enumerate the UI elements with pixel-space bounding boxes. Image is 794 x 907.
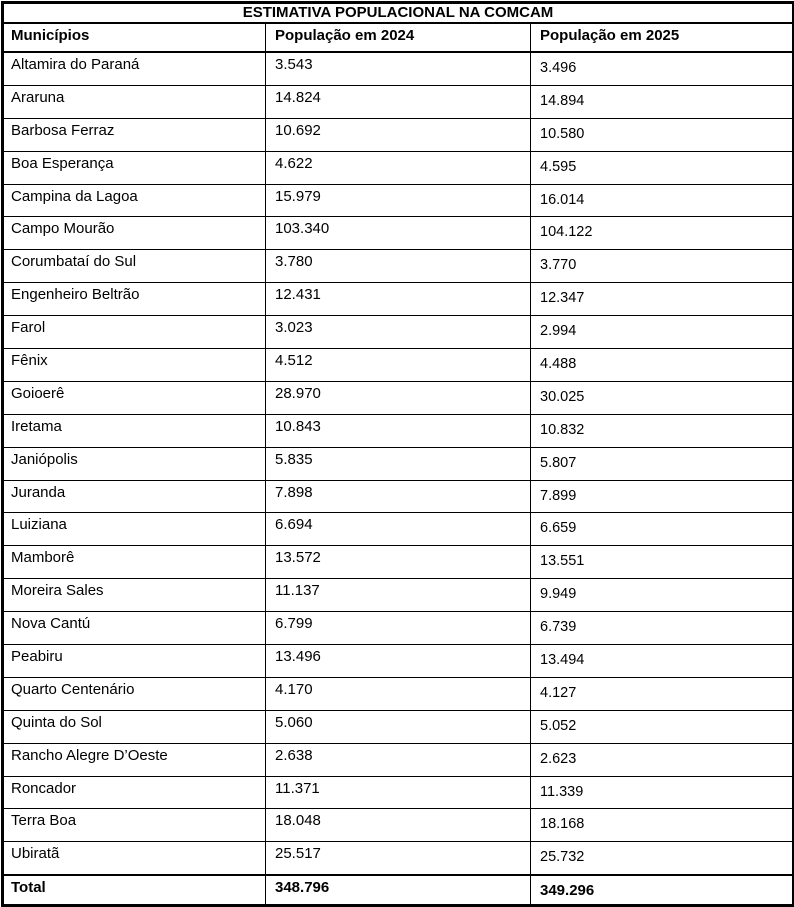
table-row	[3, 217, 794, 250]
pop-2025-cell: 11.339	[531, 776, 794, 809]
municipality-cell: Fênix	[3, 349, 266, 382]
table-row	[3, 842, 794, 875]
pop-2024-cell: 15.979	[266, 184, 531, 217]
municipality-cell: Engenheiro Beltrão	[3, 283, 266, 316]
pop-2025-cell: 3.770	[531, 250, 794, 283]
municipality-cell: Boa Esperança	[3, 151, 266, 184]
pop-2024-cell: 10.843	[266, 414, 531, 447]
table-title-row	[3, 3, 794, 24]
column-header-municipios: Municípios	[3, 23, 266, 52]
total-label: Total	[3, 875, 266, 906]
municipality-cell: Juranda	[3, 480, 266, 513]
pop-2025-cell: 16.014	[531, 184, 794, 217]
pop-2025-cell: 10.580	[531, 118, 794, 151]
total-pop-2025: 349.296	[531, 875, 794, 906]
table-row	[3, 283, 794, 316]
table-row	[3, 414, 794, 447]
table-row	[3, 118, 794, 151]
municipality-cell: Iretama	[3, 414, 266, 447]
municipality-cell: Campina da Lagoa	[3, 184, 266, 217]
table-row	[3, 546, 794, 579]
municipality-cell: Mamborê	[3, 546, 266, 579]
table-row	[3, 710, 794, 743]
table-row	[3, 480, 794, 513]
pop-2025-cell: 30.025	[531, 381, 794, 414]
table-row	[3, 645, 794, 678]
municipality-cell: Roncador	[3, 776, 266, 809]
municipality-cell: Luiziana	[3, 513, 266, 546]
pop-2024-cell: 3.023	[266, 316, 531, 349]
total-row	[3, 875, 794, 906]
municipality-cell: Farol	[3, 316, 266, 349]
total-pop-2024: 348.796	[266, 875, 531, 906]
pop-2025-cell: 9.949	[531, 579, 794, 612]
table-row	[3, 447, 794, 480]
pop-2025-cell: 13.494	[531, 645, 794, 678]
pop-2025-cell: 14.894	[531, 85, 794, 118]
table-row	[3, 381, 794, 414]
pop-2024-cell: 18.048	[266, 809, 531, 842]
table-row	[3, 52, 794, 85]
table-row	[3, 612, 794, 645]
pop-2025-cell: 7.899	[531, 480, 794, 513]
pop-2025-cell: 10.832	[531, 414, 794, 447]
pop-2024-cell: 4.170	[266, 677, 531, 710]
pop-2024-cell: 11.371	[266, 776, 531, 809]
pop-2024-cell: 14.824	[266, 85, 531, 118]
pop-2025-cell: 6.739	[531, 612, 794, 645]
municipality-cell: Araruna	[3, 85, 266, 118]
pop-2024-cell: 13.496	[266, 645, 531, 678]
pop-2024-cell: 2.638	[266, 743, 531, 776]
pop-2025-cell: 2.994	[531, 316, 794, 349]
pop-2024-cell: 4.512	[266, 349, 531, 382]
table-row	[3, 250, 794, 283]
pop-2024-cell: 11.137	[266, 579, 531, 612]
municipality-cell: Janiópolis	[3, 447, 266, 480]
column-header-populacao-2024: População em 2024	[266, 23, 531, 52]
pop-2025-cell: 4.127	[531, 677, 794, 710]
table-row	[3, 677, 794, 710]
pop-2024-cell: 7.898	[266, 480, 531, 513]
municipality-cell: Terra Boa	[3, 809, 266, 842]
municipality-cell: Moreira Sales	[3, 579, 266, 612]
table-row	[3, 579, 794, 612]
table-row	[3, 184, 794, 217]
municipality-cell: Nova Cantú	[3, 612, 266, 645]
pop-2024-cell: 10.692	[266, 118, 531, 151]
pop-2024-cell: 6.694	[266, 513, 531, 546]
table-row	[3, 151, 794, 184]
municipality-cell: Barbosa Ferraz	[3, 118, 266, 151]
municipality-cell: Altamira do Paraná	[3, 52, 266, 85]
pop-2024-cell: 12.431	[266, 283, 531, 316]
pop-2025-cell: 2.623	[531, 743, 794, 776]
pop-2025-cell: 25.732	[531, 842, 794, 875]
pop-2024-cell: 103.340	[266, 217, 531, 250]
pop-2024-cell: 5.835	[266, 447, 531, 480]
population-table	[1, 1, 794, 907]
table-row	[3, 513, 794, 546]
table-row	[3, 85, 794, 118]
municipality-cell: Quarto Centenário	[3, 677, 266, 710]
pop-2024-cell: 6.799	[266, 612, 531, 645]
column-header-populacao-2025: População em 2025	[531, 23, 794, 52]
municipality-cell: Peabiru	[3, 645, 266, 678]
table-row	[3, 743, 794, 776]
municipality-cell: Rancho Alegre D’Oeste	[3, 743, 266, 776]
municipality-cell: Ubiratã	[3, 842, 266, 875]
pop-2025-cell: 4.488	[531, 349, 794, 382]
pop-2025-cell: 104.122	[531, 217, 794, 250]
pop-2024-cell: 5.060	[266, 710, 531, 743]
table-header-row	[3, 23, 794, 52]
pop-2025-cell: 5.807	[531, 447, 794, 480]
municipality-cell: Quinta do Sol	[3, 710, 266, 743]
pop-2025-cell: 4.595	[531, 151, 794, 184]
pop-2025-cell: 3.496	[531, 52, 794, 85]
pop-2025-cell: 18.168	[531, 809, 794, 842]
pop-2025-cell: 13.551	[531, 546, 794, 579]
table-row	[3, 349, 794, 382]
pop-2024-cell: 25.517	[266, 842, 531, 875]
table-row	[3, 316, 794, 349]
table-title: ESTIMATIVA POPULACIONAL NA COMCAM	[3, 3, 794, 24]
pop-2025-cell: 12.347	[531, 283, 794, 316]
pop-2024-cell: 3.780	[266, 250, 531, 283]
pop-2024-cell: 13.572	[266, 546, 531, 579]
table-row	[3, 776, 794, 809]
municipality-cell: Campo Mourão	[3, 217, 266, 250]
municipality-cell: Corumbataí do Sul	[3, 250, 266, 283]
pop-2024-cell: 28.970	[266, 381, 531, 414]
pop-2025-cell: 5.052	[531, 710, 794, 743]
pop-2024-cell: 4.622	[266, 151, 531, 184]
table-row	[3, 809, 794, 842]
pop-2024-cell: 3.543	[266, 52, 531, 85]
municipality-cell: Goioerê	[3, 381, 266, 414]
pop-2025-cell: 6.659	[531, 513, 794, 546]
